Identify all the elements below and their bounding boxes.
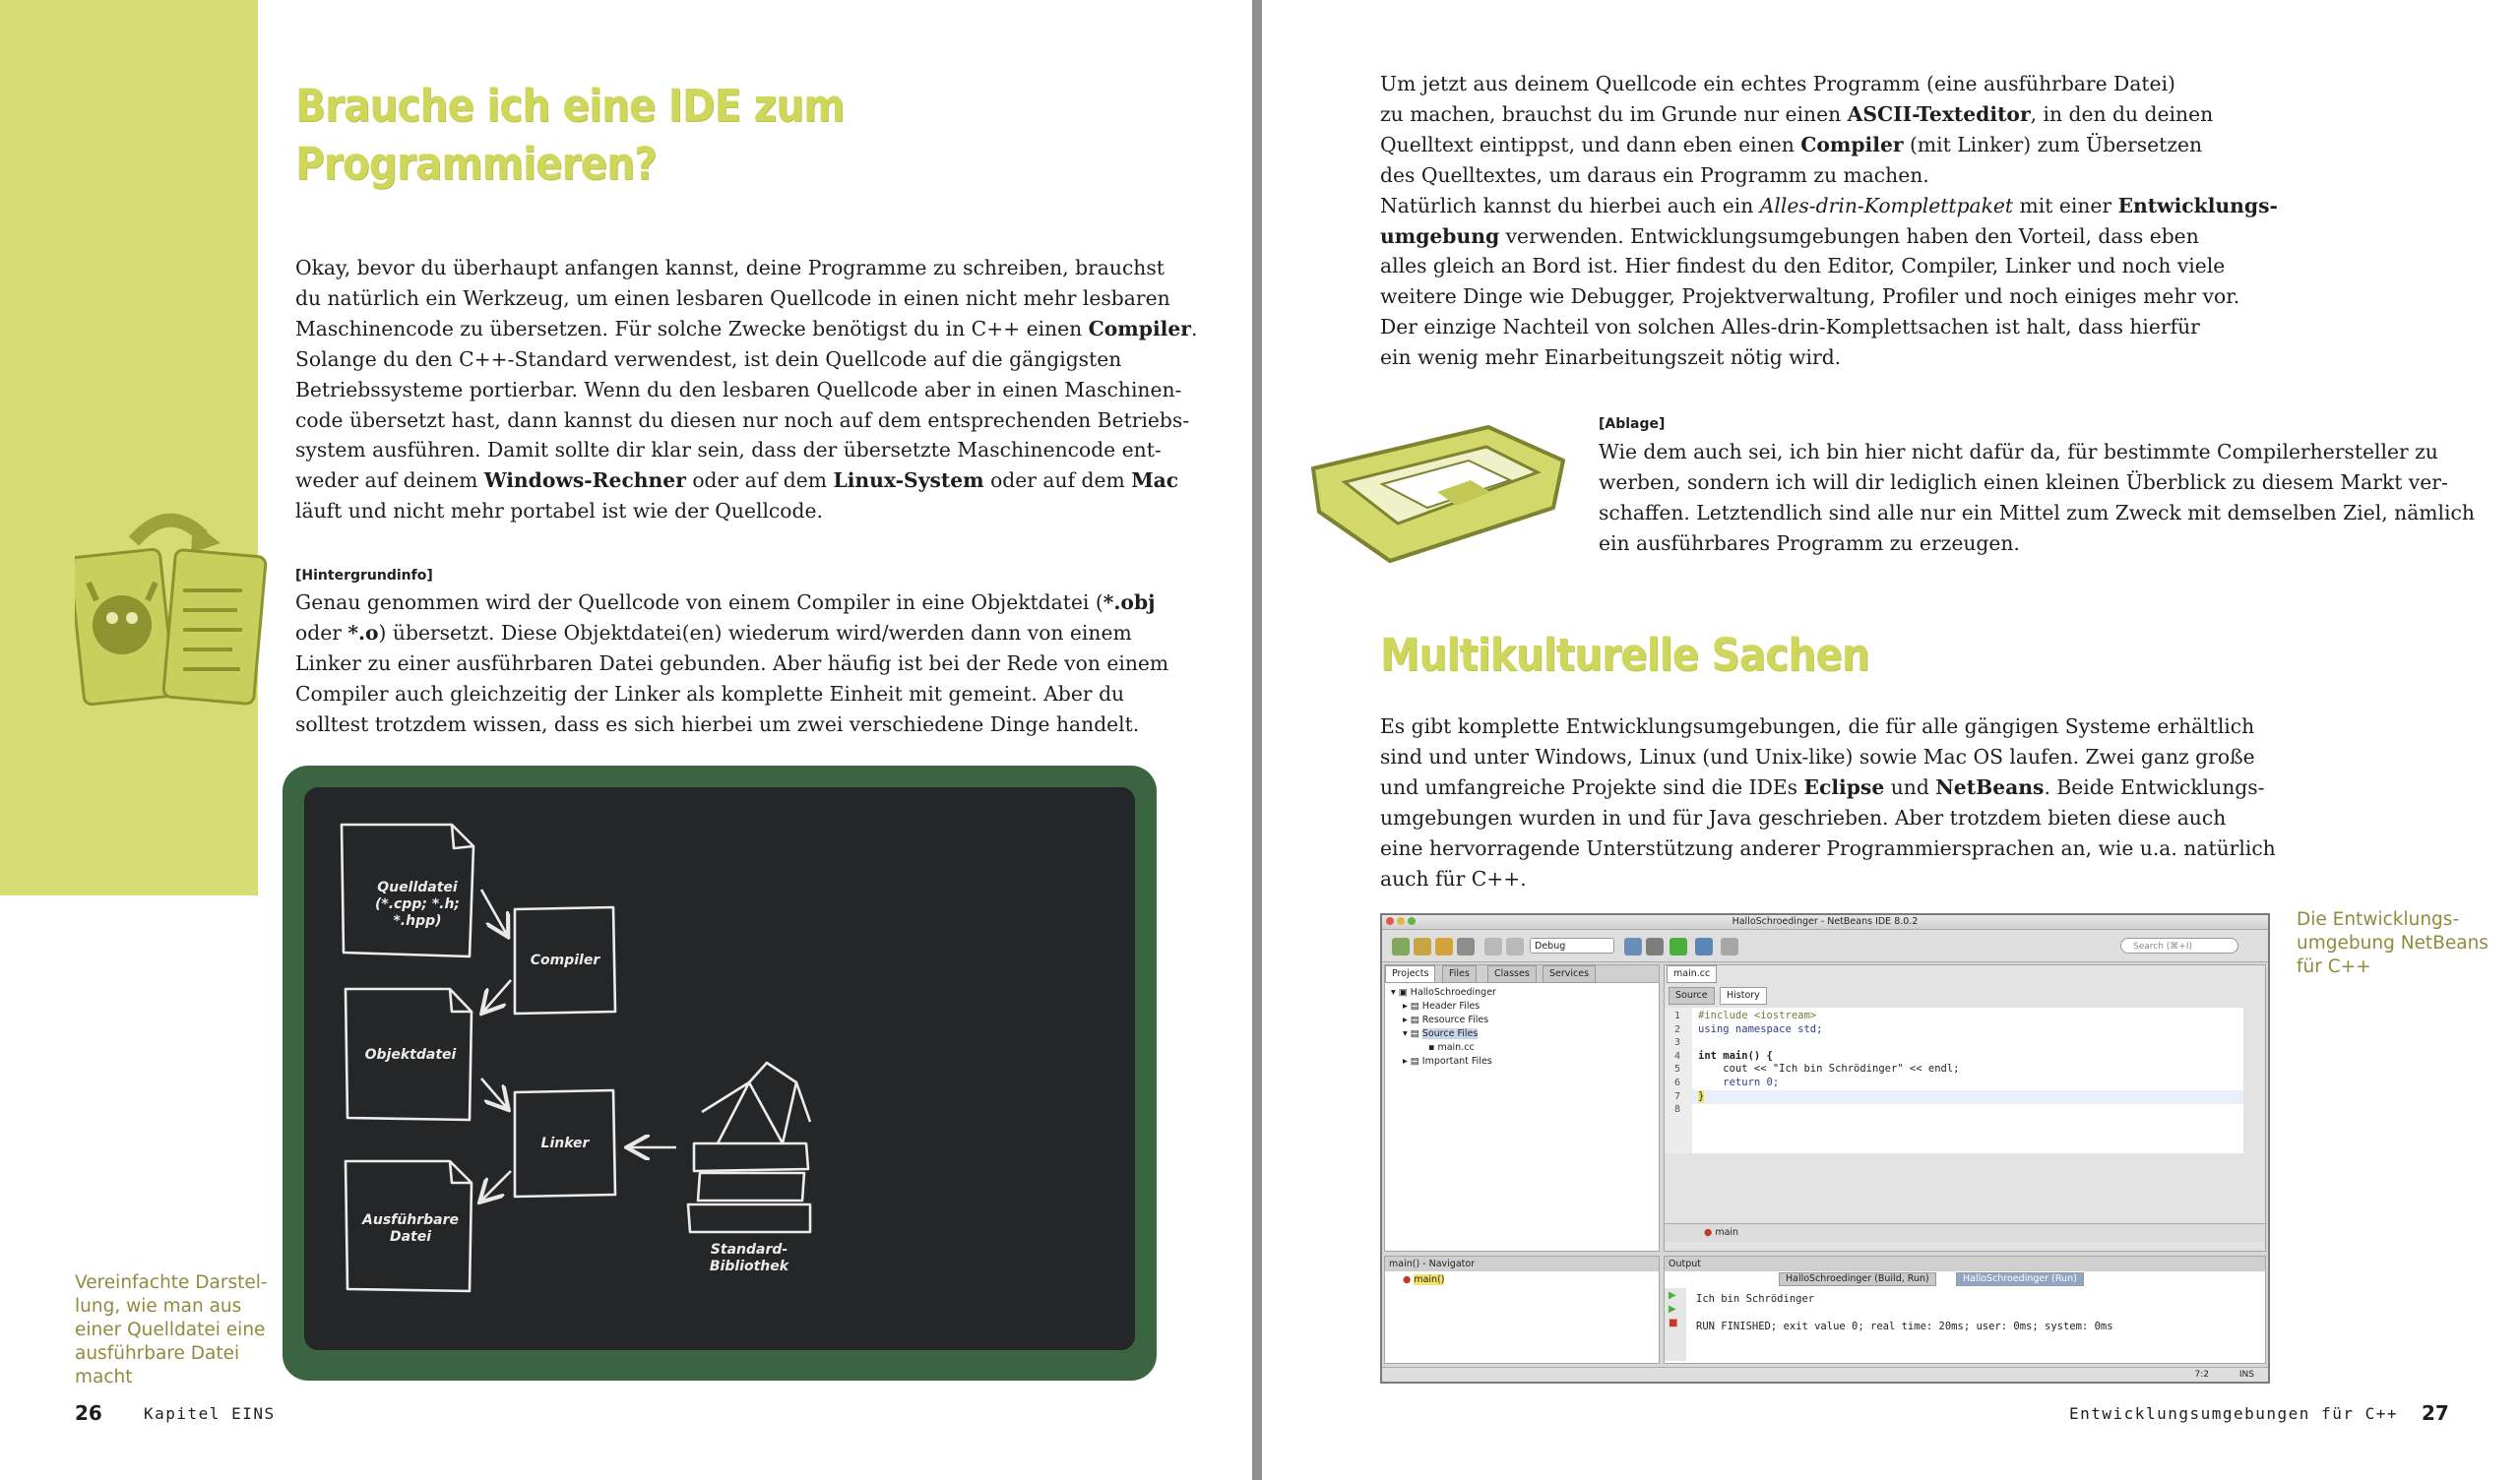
paragraph-background-info — [295, 587, 1168, 740]
text-segment: Compiler — [1800, 132, 1904, 156]
line-gutter: 1 2 3 4 5 6 7 8 — [1665, 1008, 1692, 1153]
clean-build-icon[interactable] — [1646, 938, 1664, 956]
footer-right: Entwicklungsumgebungen für C++ — [2069, 1404, 2398, 1423]
tag-ablage: [Ablage] — [1599, 416, 1666, 432]
text-line — [1380, 864, 2276, 894]
text-segment: Quelltext eintippst, und dann eben einen — [1380, 132, 1801, 156]
chalkboard-surface — [304, 787, 1135, 1350]
text-segment: *.o — [347, 620, 379, 645]
right-page — [1262, 0, 2520, 1480]
text-segment: (mit Linker) zum Übersetzen — [1903, 132, 2203, 156]
text-segment: system ausführen. Damit sollte dir klar sein, dass der übersetzte Maschinencode ent- — [295, 438, 1162, 462]
text-segment: Wie dem auch sei, ich bin hier nicht dafür da, für bestimmte Compilerhersteller zu — [1599, 440, 2438, 463]
paragraph-ide-intro — [1380, 69, 2278, 373]
new-file-icon[interactable] — [1392, 938, 1410, 956]
text-line — [1380, 803, 2276, 833]
label-standard-bibliothek: Standard- Bibliothek — [709, 1242, 789, 1274]
text-line — [295, 465, 1197, 496]
text-segment: weitere Dinge wie Debugger, Projektverwaltung, Profiler und noch einiges mehr vor. — [1380, 284, 2240, 309]
text-line — [1380, 742, 2276, 772]
output-panel — [1664, 1256, 2266, 1364]
text-line — [1599, 498, 2475, 528]
code-line-4: int main() { — [1698, 1049, 1773, 1062]
text-segment: solltest trotzdem wissen, dass es sich hierbei um zwei verschiedene Dinge handelt. — [295, 711, 1140, 736]
projects-tabbar — [1385, 965, 1659, 983]
text-segment: . Beide Entwicklungs- — [2044, 774, 2265, 799]
caption-diagram: Vereinfachte Darstel- lung, wie man aus einer Quelldatei eine ausführbare Datei macht — [75, 1272, 268, 1388]
tab-classes[interactable]: Classes — [1487, 965, 1537, 983]
text-line — [295, 496, 1197, 526]
paragraph-ablage — [1599, 437, 2475, 559]
new-project-icon[interactable] — [1414, 938, 1431, 956]
ide-window-title: HalloSchroedinger - NetBeans IDE 8.0.2 — [1732, 916, 1919, 927]
tree-item-source-files[interactable]: ▾ ▤ Source Files — [1403, 1028, 1479, 1039]
text-line — [295, 435, 1197, 465]
label-linker: Linker — [540, 1136, 590, 1151]
text-segment: oder auf dem — [685, 468, 834, 493]
page-number-right: 27 — [2422, 1401, 2449, 1425]
label-quelldatei: Quelldatei (*.cpp; *.h; *.hpp) — [374, 880, 461, 929]
text-segment: Mac — [1131, 468, 1179, 493]
status-cursor-position: 7:2 — [2194, 1370, 2209, 1380]
output-tab-build-run[interactable]: HalloSchroedinger (Build, Run) — [1779, 1272, 1936, 1286]
output-tab-run[interactable]: HalloSchroedinger (Run) — [1956, 1272, 2084, 1286]
debug-icon[interactable] — [1695, 938, 1713, 956]
status-insert-mode: INS — [2238, 1370, 2254, 1380]
text-segment: Windows-Rechner — [483, 468, 686, 493]
navigator-item-main[interactable]: ● main() — [1403, 1274, 1445, 1285]
caption-netbeans: Die Entwicklungs- umgebung NetBeans für C++ — [2297, 909, 2488, 977]
text-segment: auch für C++. — [1380, 866, 1527, 891]
text-line — [295, 314, 1197, 344]
paragraph-ides — [1380, 711, 2276, 894]
editor-panel — [1664, 964, 2266, 1252]
config-select[interactable]: Debug — [1530, 938, 1614, 954]
text-segment: des Quelltextes, um daraus ein Programm zu machen. — [1380, 162, 1929, 187]
run-icon[interactable] — [1670, 938, 1687, 956]
text-segment: Eclipse — [1803, 774, 1885, 799]
ide-toolbar — [1382, 930, 2268, 962]
text-line — [295, 405, 1197, 436]
text-line — [1380, 160, 2278, 191]
text-segment: verwenden. Entwicklungsumgebungen haben den Vorteil, dass eben — [1499, 223, 2199, 248]
ablage-tray-icon — [1301, 421, 1577, 569]
text-segment: ASCII-Texteditor — [1847, 101, 2031, 126]
text-segment: oder auf dem — [983, 468, 1132, 493]
text-segment: code übersetzt hast, dann kannst du diesen nur noch auf dem entsprechenden Betriebs- — [295, 407, 1190, 432]
heading-multikulturell: Multikulturelle Sachen — [1380, 629, 1869, 681]
projects-panel — [1384, 964, 1660, 1252]
code-line-6: return 0; — [1698, 1077, 1780, 1088]
stop-icon[interactable]: ■ — [1669, 1318, 1678, 1328]
output-line-3: RUN FINISHED; exit value 0; real time: 20ms; user: 0ms; system: 0ms — [1696, 1321, 2113, 1332]
text-segment: Alles-drin-Komplettpaket — [1759, 193, 2014, 217]
text-segment: NetBeans — [1935, 774, 2045, 799]
text-segment: mit einer — [2013, 193, 2118, 217]
editor-tab-main[interactable]: main.cc — [1667, 965, 1717, 983]
text-segment: umgebung — [1380, 223, 1500, 248]
text-segment: , in den du deinen — [2030, 101, 2214, 126]
editor-mode-source[interactable]: Source — [1669, 987, 1715, 1005]
code-area[interactable] — [1692, 1008, 2243, 1153]
netbeans-screenshot — [1380, 913, 2270, 1384]
tree-item-project[interactable]: ▾ ▣ HalloSchroedinger — [1391, 987, 1496, 998]
text-line — [295, 648, 1168, 679]
text-line — [1599, 437, 2475, 467]
text-line — [295, 679, 1168, 709]
text-line — [1599, 467, 2475, 498]
text-line — [1380, 342, 2278, 373]
label-compiler: Compiler — [530, 953, 600, 968]
cards-illustration-icon — [75, 492, 272, 718]
tree-item-important-files[interactable]: ▸ ▤ Important Files — [1403, 1056, 1492, 1067]
text-line — [1599, 528, 2475, 559]
text-segment: Compiler auch gleichzeitig der Linker als komplette Einheit mit gemeint. Aber du — [295, 681, 1125, 706]
redo-icon[interactable] — [1506, 938, 1524, 956]
text-line — [1380, 221, 2278, 252]
tab-services[interactable]: Services — [1543, 965, 1596, 983]
text-segment: Linux-System — [833, 468, 984, 493]
text-segment: ein wenig mehr Einarbeitungszeit nötig wird. — [1380, 345, 1842, 370]
text-line — [1380, 281, 2278, 312]
text-segment: sind und unter Windows, Linux (und Unix-like) sowie Mac OS laufen. Zwei ganz große — [1380, 744, 2255, 769]
save-all-icon[interactable] — [1457, 938, 1475, 956]
search-input[interactable]: Search (⌘+I) — [2120, 938, 2238, 954]
ide-status-bar — [1382, 1367, 2268, 1382]
text-segment: Solange du den C++-Standard verwendest, ist dein Quellcode auf die gängigsten — [295, 346, 1122, 371]
tree-item-main-cc[interactable]: ▪ main.cc — [1428, 1042, 1475, 1053]
open-project-icon[interactable] — [1435, 938, 1453, 956]
text-segment: ein ausführbares Programm zu erzeugen. — [1599, 530, 2020, 555]
text-line — [295, 375, 1197, 405]
text-line — [1380, 191, 2278, 221]
text-segment: läuft und nicht mehr portabel ist wie der Quellcode. — [295, 499, 823, 524]
rerun-icon[interactable]: ▶ — [1669, 1290, 1676, 1301]
code-line-5: cout << "Ich bin Schrödinger" << endl; — [1698, 1063, 1960, 1076]
navigator-title: main() - Navigator — [1385, 1257, 1659, 1271]
output-title: Output — [1665, 1257, 2265, 1271]
editor-breadcrumb: ● main — [1665, 1223, 2265, 1242]
code-line-1: #include <iostream> — [1698, 1010, 1817, 1021]
text-line — [1380, 130, 2278, 160]
text-segment: Der einzige Nachteil von solchen Alles-drin-Komplettsachen ist halt, dass hierfür — [1380, 315, 2200, 339]
text-segment: schaffen. Letztendlich sind alle nur ein Mittel zum Zweck mit demselben Ziel, nämlich — [1599, 500, 2475, 524]
text-line — [295, 709, 1168, 740]
text-segment: Es gibt komplette Entwicklungsumgebungen, die für alle gängigen Systeme erhältlich — [1380, 714, 2255, 738]
heading-ide: Brauche ich eine IDE zum Programmieren? — [295, 80, 845, 190]
editor-mode-history[interactable]: History — [1720, 987, 1767, 1005]
text-segment: Um jetzt aus deinem Quellcode ein echtes Programm (eine ausführbare Datei) — [1380, 72, 2175, 95]
text-segment: . — [1190, 316, 1198, 340]
output-console[interactable] — [1688, 1288, 2261, 1361]
text-segment: Maschinencode zu übersetzen. Für solche Zwecke benötigst du in C++ einen — [295, 316, 1089, 340]
text-line — [295, 253, 1197, 283]
text-line — [295, 587, 1168, 618]
text-line — [295, 283, 1197, 314]
code-line-7: } — [1698, 1089, 1705, 1102]
text-segment: eine hervorragende Unterstützung anderer Programmiersprachen an, wie u.a. natürlich — [1380, 835, 2276, 860]
text-line — [1380, 69, 2278, 99]
text-segment: und — [1884, 774, 1936, 799]
text-line — [1380, 833, 2276, 864]
text-segment: und umfangreiche Projekte sind die IDEs — [1380, 774, 1804, 799]
text-line — [1380, 99, 2278, 130]
text-line — [295, 344, 1197, 375]
text-segment: zu machen, brauchst du im Grunde nur einen — [1380, 101, 1848, 126]
label-ausfuehrbare-datei: Ausführbare Datei — [362, 1212, 459, 1245]
footer-left: Kapitel EINS — [144, 1404, 276, 1423]
profile-icon[interactable] — [1721, 938, 1738, 956]
text-segment: Natürlich kannst du hierbei auch ein — [1380, 193, 1760, 217]
text-segment: oder — [295, 620, 348, 645]
navigator-panel — [1384, 1256, 1660, 1364]
tag-hintergrundinfo: [Hintergrundinfo] — [295, 568, 433, 584]
ide-title-bar — [1382, 915, 2268, 930]
left-page — [0, 0, 1252, 1480]
text-line — [1380, 312, 2278, 342]
text-segment: Compiler — [1088, 316, 1191, 340]
text-line — [1380, 772, 2276, 803]
paragraph-intro — [295, 253, 1197, 526]
text-segment: alles gleich an Bord ist. Hier findest du den Editor, Compiler, Linker und noch viele — [1380, 254, 2226, 278]
green-side-band — [0, 0, 258, 895]
text-segment: Okay, bevor du überhaupt anfangen kannst, deine Programme zu schreiben, brauchst — [295, 256, 1165, 279]
undo-icon[interactable] — [1484, 938, 1502, 956]
tab-files[interactable]: Files — [1442, 965, 1477, 983]
text-segment: Genau genommen wird der Quellcode von einem Compiler in eine Objektdatei ( — [295, 590, 1103, 614]
text-segment: Linker zu einer ausführbaren Datei gebunden. Aber häufig ist bei der Rede von einem — [295, 650, 1169, 675]
text-line — [1380, 711, 2276, 742]
tree-item-resource-files[interactable]: ▸ ▤ Resource Files — [1403, 1015, 1489, 1025]
rerun-alt-icon[interactable]: ▶ — [1669, 1304, 1676, 1315]
text-line — [295, 618, 1168, 648]
page-number-left: 26 — [75, 1401, 102, 1425]
text-segment: umgebungen wurden in und für Java geschrieben. Aber trotzdem bieten diese auch — [1380, 805, 2227, 830]
text-segment: *.obj — [1102, 590, 1156, 614]
tab-projects[interactable]: Projects — [1385, 965, 1435, 983]
label-objektdatei: Objektdatei — [364, 1047, 457, 1063]
output-line-1: Ich bin Schrödinger — [1696, 1293, 1815, 1305]
output-side-buttons — [1665, 1288, 1686, 1361]
text-segment: weder auf deinem — [295, 468, 484, 493]
code-line-2: using namespace std; — [1698, 1022, 1823, 1035]
chalkboard-diagram — [283, 766, 1157, 1381]
build-icon[interactable] — [1624, 938, 1642, 956]
tree-item-header-files[interactable]: ▸ ▤ Header Files — [1403, 1001, 1480, 1012]
text-segment: du natürlich ein Werkzeug, um einen lesbaren Quellcode in einen nicht mehr lesbaren — [295, 285, 1170, 310]
text-segment: ) übersetzt. Diese Objektdatei(en) wiederum wird/werden dann von einem — [378, 620, 1132, 645]
text-segment: Entwicklungs- — [2117, 193, 2278, 217]
text-segment: Betriebssysteme portierbar. Wenn du den lesbaren Quellcode aber in einen Maschinen- — [295, 377, 1182, 401]
text-line — [1380, 251, 2278, 281]
text-segment: werben, sondern ich will dir lediglich einen kleinen Überblick zu diesem Markt ver- — [1599, 469, 2448, 494]
